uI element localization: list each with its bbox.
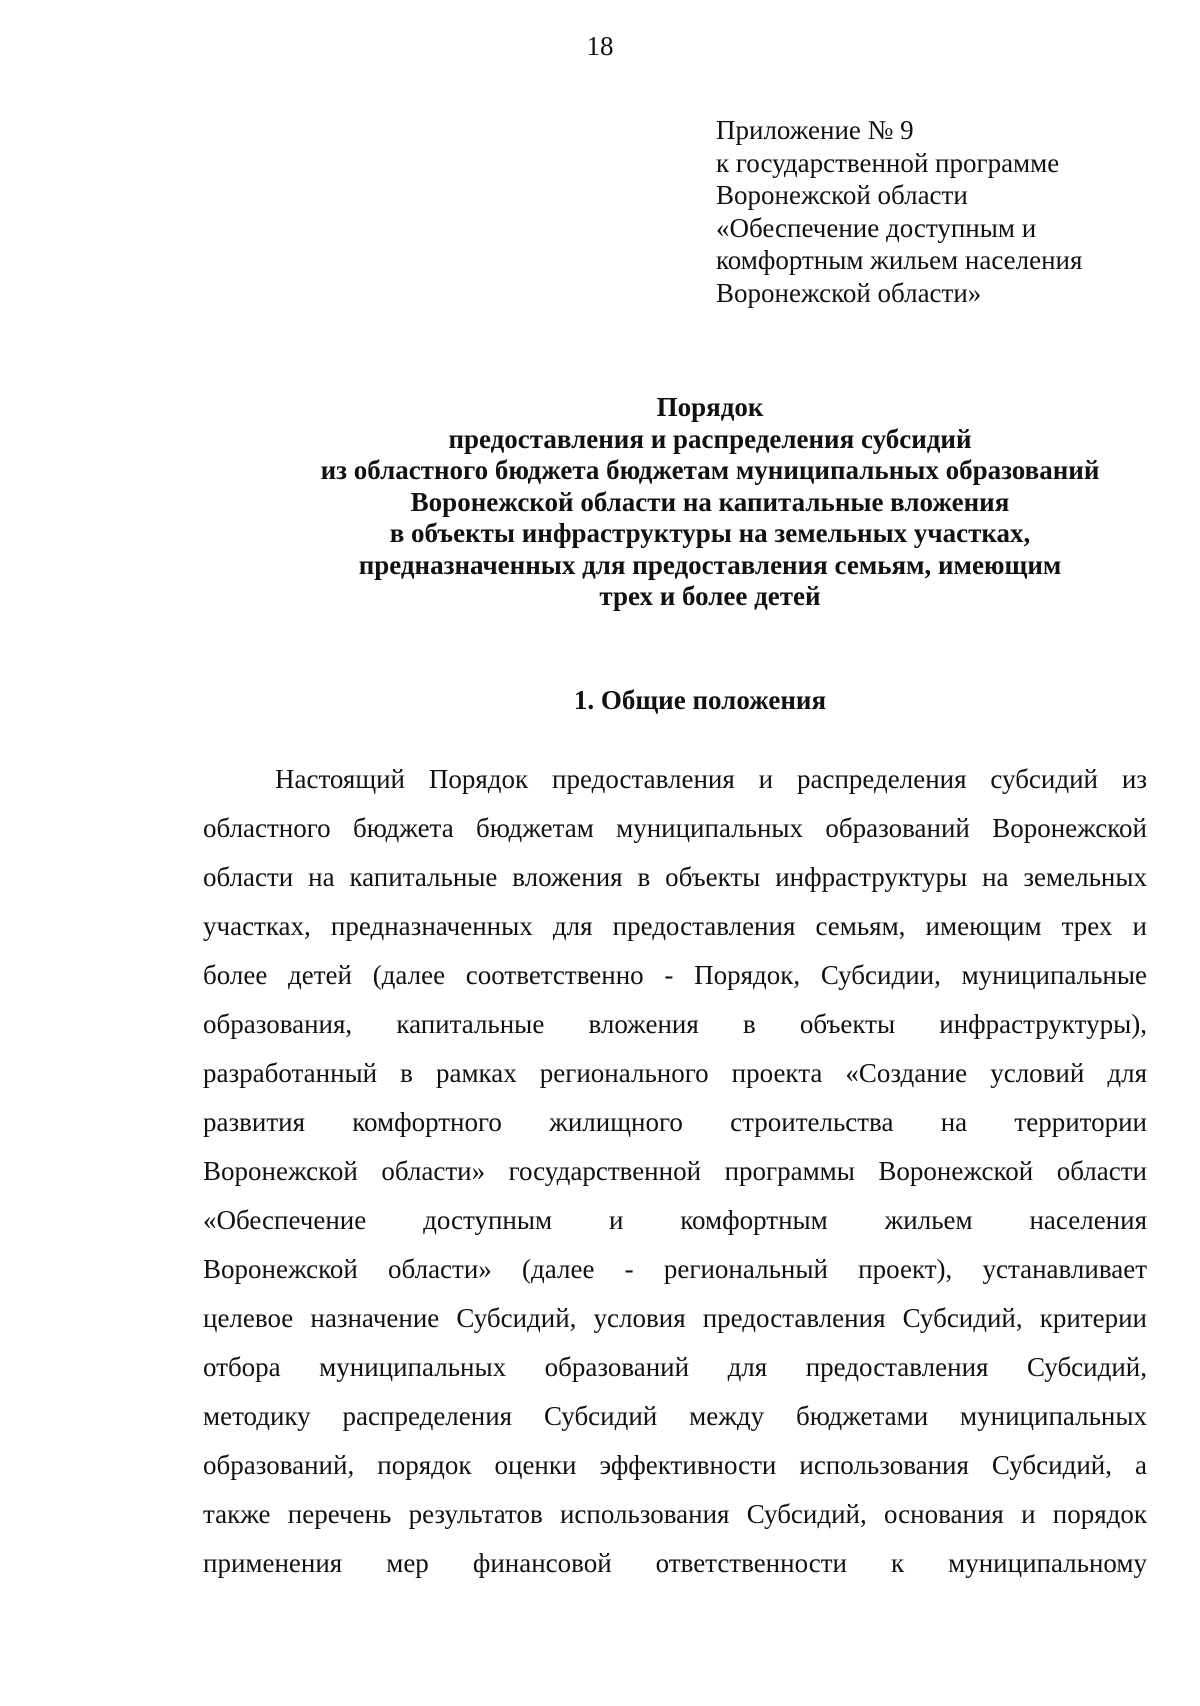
paragraph-line: Воронежской области» государственной программы Воронежской области <box>203 1156 1147 1186</box>
appendix-line: Приложение № 9 <box>716 115 914 145</box>
paragraph-line: Воронежской области» (далее - региональный проект), устанавливает <box>203 1254 1147 1284</box>
appendix-line: Воронежской области» <box>716 277 982 308</box>
title-line: Порядок <box>656 392 764 422</box>
title-line: предназначенных для предоставления семьям, имеющим <box>358 549 1062 580</box>
title-line: трех и более детей <box>599 581 821 611</box>
title-line: из областного бюджета бюджетам муниципальных образований <box>320 455 1100 485</box>
paragraph-line: образования, капитальные вложения в объекты инфраструктуры), <box>203 1009 1147 1039</box>
paragraph-line: применения мер финансовой ответственности к муниципальному <box>203 1548 1147 1578</box>
title-line: в объекты инфраструктуры на земельных участках, <box>389 518 1031 548</box>
paragraph-line: отбора муниципальных образований для предоставления Субсидий, <box>203 1352 1147 1382</box>
appendix-block <box>716 114 1186 309</box>
paragraph-line: области на капитальные вложения в объекты инфраструктуры на земельных <box>203 862 1147 892</box>
document-title <box>150 392 1200 613</box>
appendix-line: «Обеспечение доступным и <box>716 212 1037 243</box>
body-paragraph <box>203 763 1147 1596</box>
paragraph-line: областного бюджета бюджетам муниципальных образований Воронежской <box>203 813 1147 843</box>
appendix-line: комфортным жильем населения <box>716 245 1083 275</box>
paragraph-line: разработанный в рамках регионального проекта «Создание условий для <box>203 1058 1147 1088</box>
paragraph-line: целевое назначение Субсидий, условия предоставления Субсидий, критерии <box>203 1303 1147 1333</box>
paragraph-line: развития комфортного жилищного строительства на территории <box>203 1107 1147 1137</box>
paragraph-line: методику распределения Субсидий между бюджетами муниципальных <box>203 1401 1147 1431</box>
paragraph-line: участках, предназначенных для предоставления семьям, имеющим трех и <box>203 911 1147 941</box>
paragraph-line: Настоящий Порядок предоставления и распределения субсидий из <box>275 764 1147 794</box>
title-line: предоставления и распределения субсидий <box>448 423 972 454</box>
paragraph-line: «Обеспечение доступным и комфортным жильем населения <box>203 1205 1147 1235</box>
paragraph-line: более детей (далее соответственно - Порядок, Субсидии, муниципальные <box>203 960 1147 990</box>
appendix-line: к государственной программе <box>716 147 1060 178</box>
paragraph-line: также перечень результатов использования Субсидий, основания и порядок <box>203 1499 1147 1529</box>
title-line: Воронежской области на капитальные вложения <box>410 486 1010 517</box>
section-heading: 1. Общие положения <box>573 685 827 715</box>
paragraph-line: образований, порядок оценки эффективности использования Субсидий, а <box>203 1450 1147 1480</box>
page-number: 18 <box>586 31 614 61</box>
appendix-line: Воронежской области <box>716 180 968 210</box>
